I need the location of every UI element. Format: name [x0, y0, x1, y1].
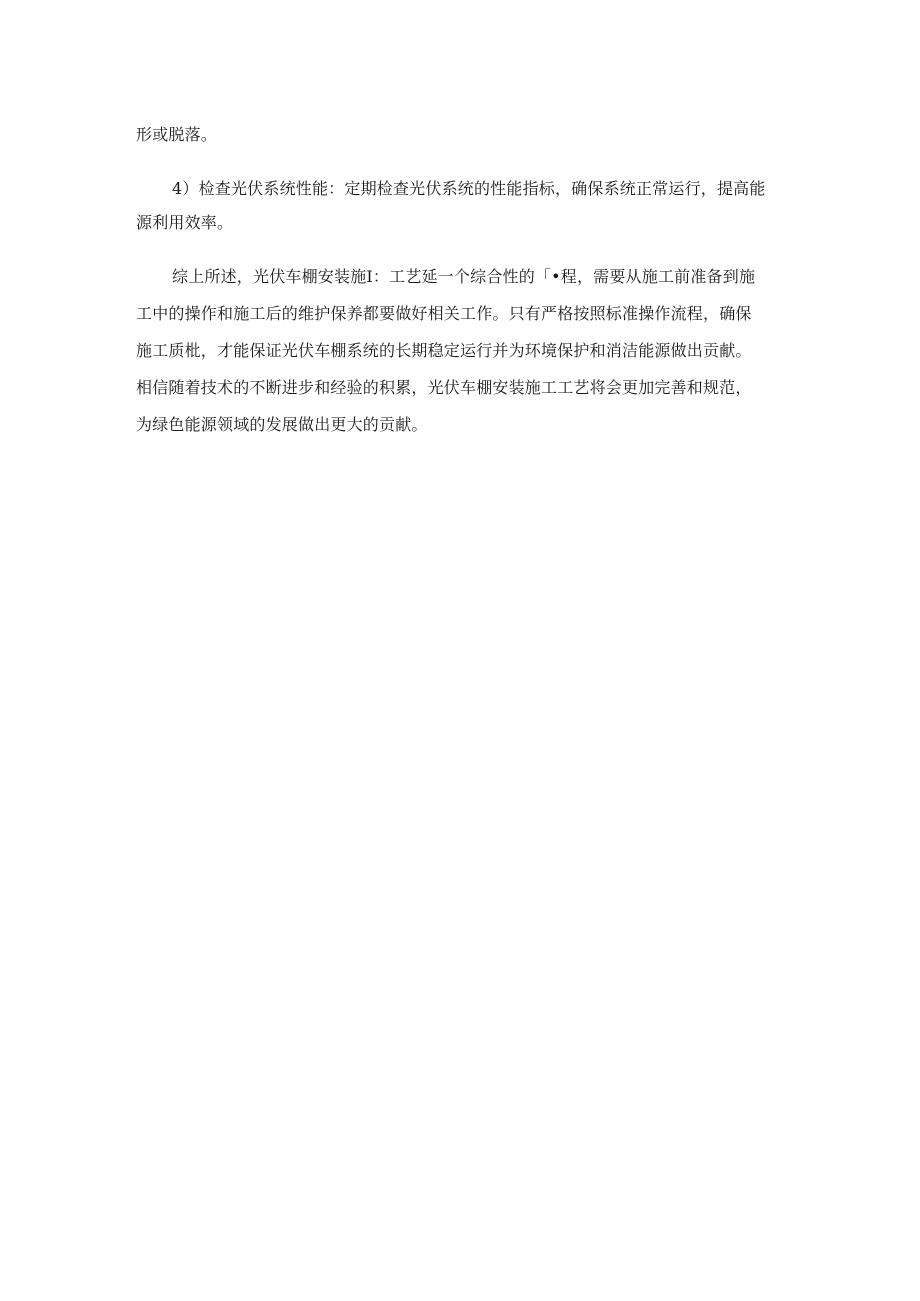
text-line: 源利用效率。 [136, 213, 234, 232]
text-line: 4）检查光伏系统性能：定期检查光伏系统的性能指标，确保系统正常运行，提高能 [172, 179, 766, 198]
paragraph-check-performance [136, 172, 796, 240]
text-line: 为绿色能源领域的发展做出更大的贡献。 [136, 415, 428, 434]
text-line: 相信随着技术的不断进步和经验的积累，光伏车棚安装施工工艺将会更加完善和规范， [136, 378, 752, 397]
paragraph-continuation [136, 118, 796, 152]
text-line: 形或脱落。 [136, 125, 218, 144]
paragraph-conclusion [136, 260, 796, 442]
text-line: 工中的操作和施工后的维护保养都要做好相关工作。只有严格按照标准操作流程，确保 [136, 304, 752, 323]
text-line: 综上所述，光伏车棚安装施I：工艺延一个综合性的「•程，需要从施工前准备到施 [172, 267, 756, 286]
text-line: 施工质枇，才能保证光伏车棚系统的长期稳定运行并为环境保护和消洁能源做出贡献。 [136, 341, 752, 360]
document-body [136, 118, 796, 442]
